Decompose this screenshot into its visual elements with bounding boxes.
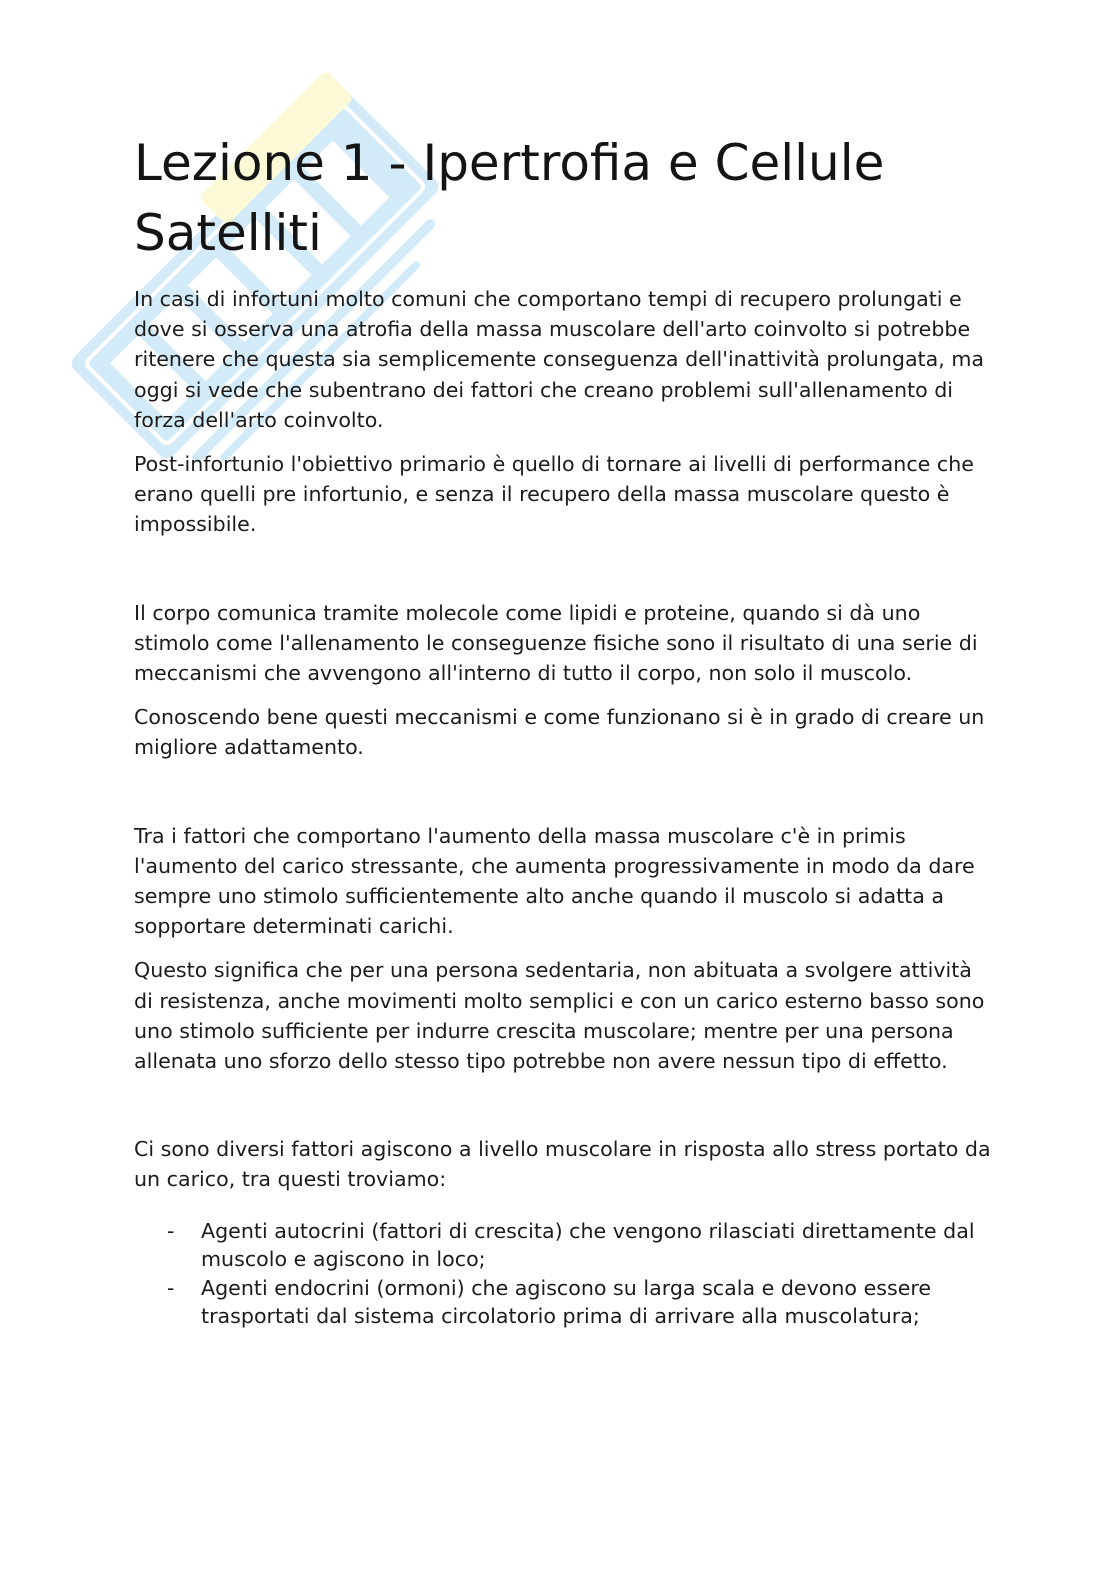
blank-line xyxy=(134,554,994,598)
document-page xyxy=(134,128,994,1331)
paragraph: In casi di infortuni molto comuni che comportano tempi di recupero prolungati e dove si osserva una atrofia della massa muscolare dell'arto coinvolto si potrebbe ritenere che questa sia semplicemente conseguenza dell'inattività prolungata, ma oggi si vede che subentrano dei fattori che creano problemi sull'allenamento di forza dell'arto coinvolto. xyxy=(134,287,985,432)
blank-line xyxy=(134,1090,994,1134)
list-item xyxy=(134,1274,994,1331)
paragraph: Ci sono diversi fattori agiscono a livello muscolare in risposta allo stress portato da un carico, tra questi troviamo: xyxy=(134,1137,991,1192)
bullet-dash: - xyxy=(167,1218,175,1243)
document-title: Lezione 1 - Ipertrofia e Cellule Satelliti xyxy=(134,134,885,262)
paragraph: Tra i fattori che comportano l'aumento della massa muscolare c'è in primis l'aumento del carico stressante, che aumenta progressivamente in modo da dare sempre uno stimolo sufficientemente alto anche quando il muscolo si adatta a sopportare determinati carichi. xyxy=(134,823,975,939)
blank-line xyxy=(134,777,994,821)
bullet-dash: - xyxy=(167,1275,175,1300)
paragraph: Il corpo comunica tramite molecole come lipidi e proteine, quando si dà uno stimolo come l'allenamento le conseguenze fisiche sono il risultato di una serie di meccanismi che avvengono all'interno di tutto il corpo, non solo il muscolo. xyxy=(134,600,978,686)
list-item-text: Agenti autocrini (fattori di crescita) che vengono rilasciati direttamente dal muscolo e agiscono in loco; xyxy=(201,1218,975,1272)
list-item xyxy=(134,1217,994,1274)
bullet-list xyxy=(134,1217,994,1331)
paragraph: Post-infortunio l'obiettivo primario è quello di tornare ai livelli di performance che erano quelli pre infortunio, e senza il recupero della massa muscolare questo è impossibile. xyxy=(134,452,974,537)
paragraph: Conoscendo bene questi meccanismi e come funzionano si è in grado di creare un migliore adattamento. xyxy=(134,705,985,760)
list-item-text: Agenti endocrini (ormoni) che agiscono su larga scala e devono essere trasportati dal sistema circolatorio prima di arrivare alla muscolatura; xyxy=(201,1275,932,1329)
paragraph: Questo significa che per una persona sedentaria, non abituata a svolgere attività di resistenza, anche movimenti molto semplici e con un carico esterno basso sono uno stimolo sufficiente per indurre crescita muscolare; mentre per una persona allenata uno sforzo dello stesso tipo potrebbe non avere nessun tipo di effetto. xyxy=(134,958,985,1074)
